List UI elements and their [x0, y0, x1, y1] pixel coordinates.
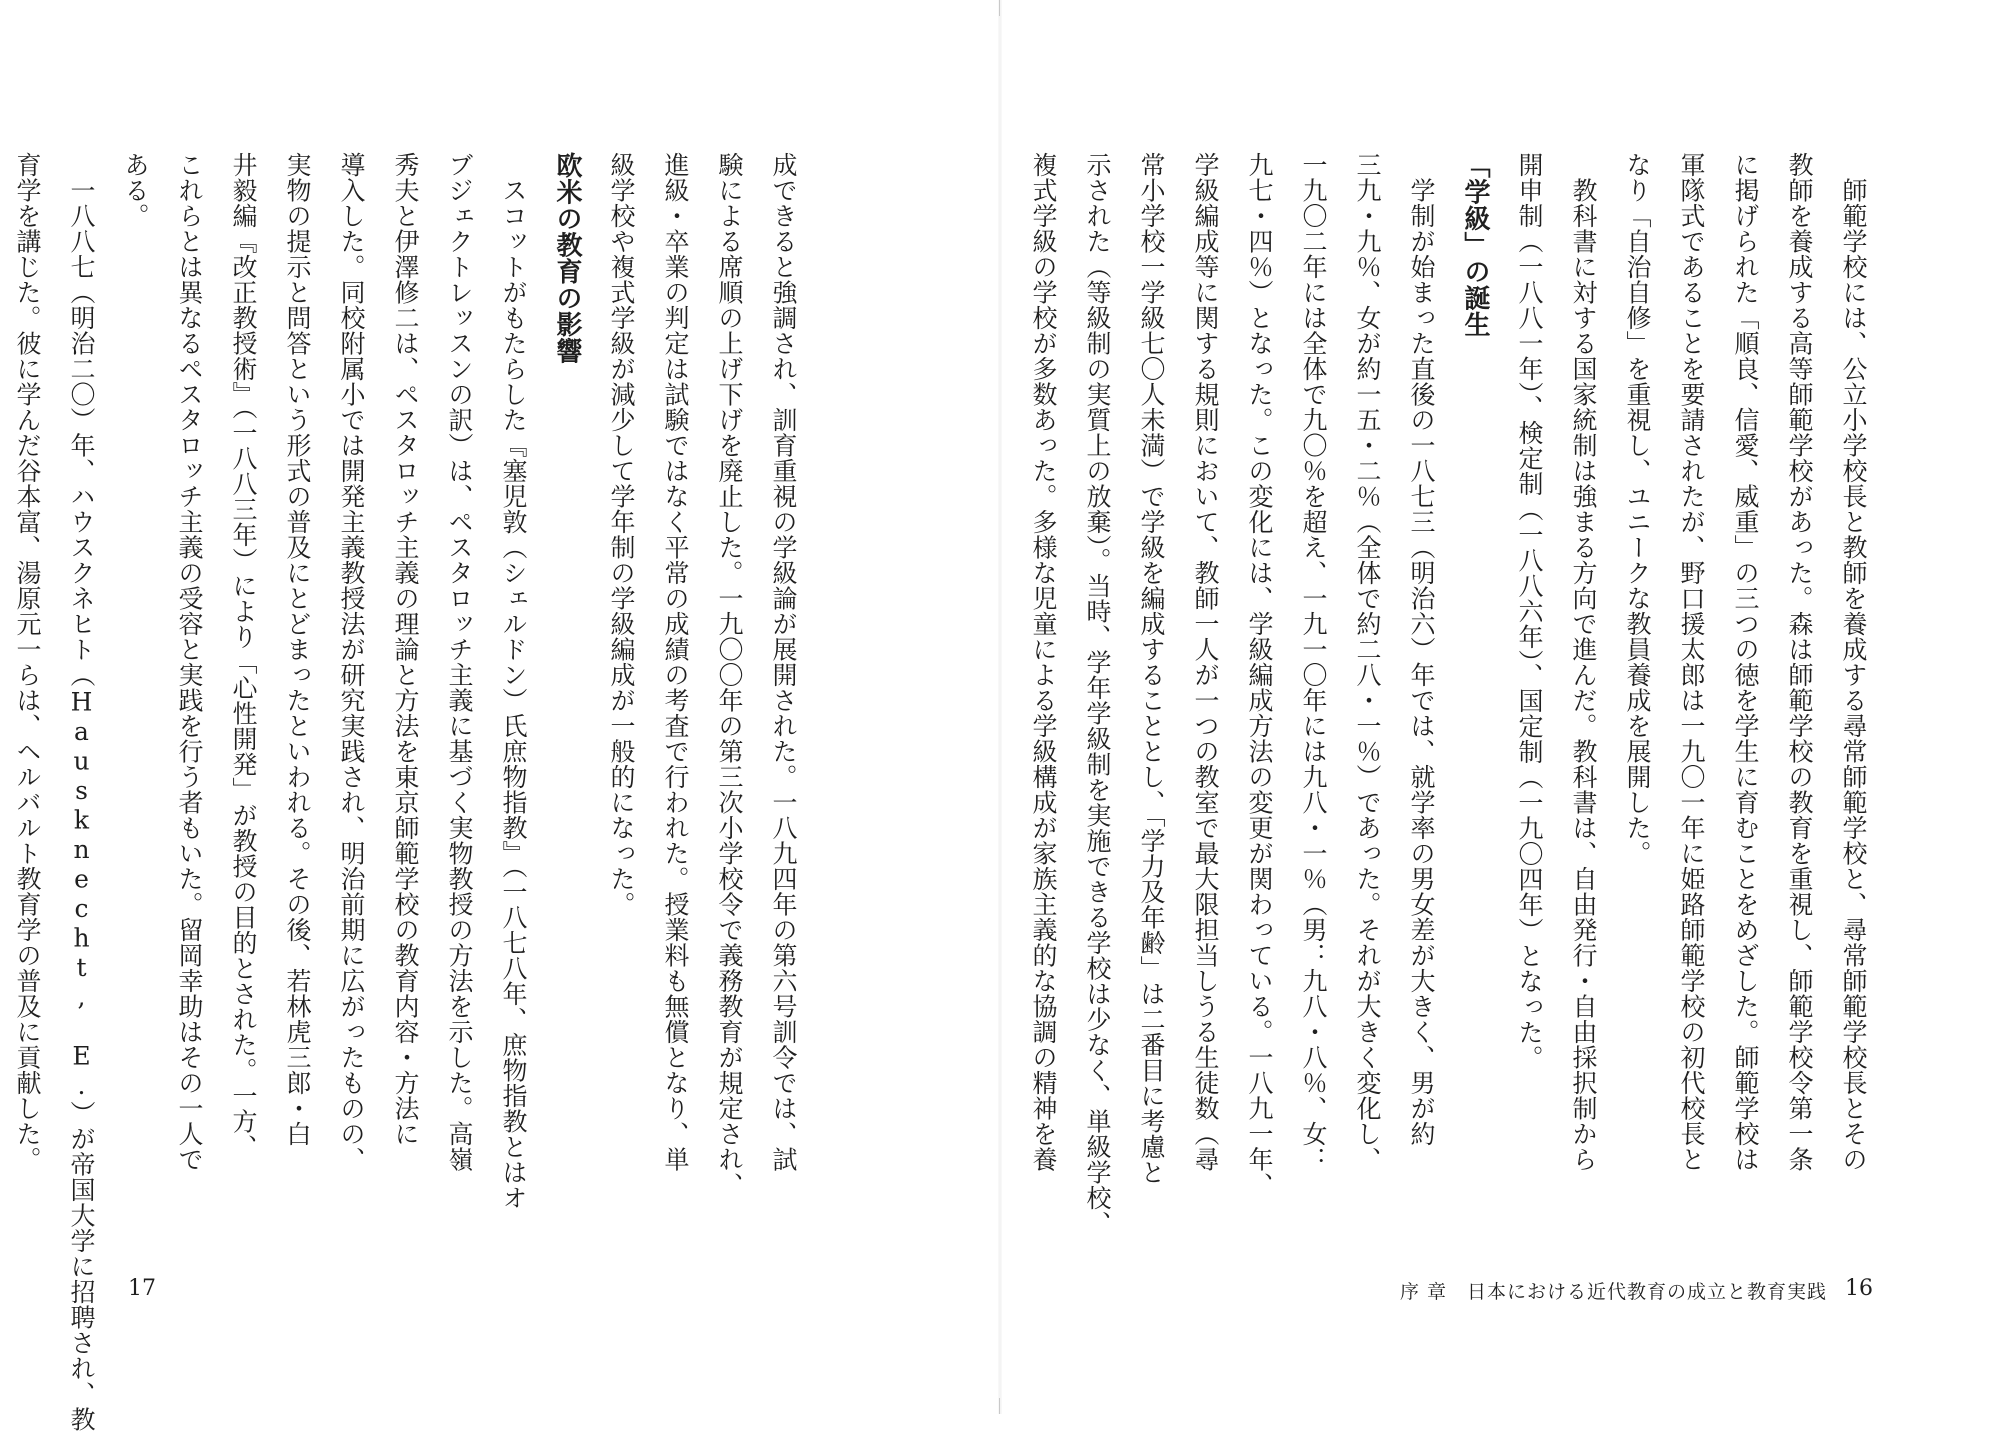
- text-line: 九七・四％）となった。この変化には、学級編成方法の変更が関わっている。一八九一年、: [1245, 152, 1274, 1198]
- text-line: 導入した。同校附属小では開発主義教授法が研究実践され、明治前期に広がったものの、: [337, 152, 366, 1172]
- text-line: 師範学校には、公立小学校長と教師を養成する尋常師範学校と、尋常師範学校長とその: [1839, 152, 1868, 1172]
- text-line: 教師を養成する高等師範学校があった。森は師範学校の教育を重視し、師範学校令第一条: [1785, 152, 1814, 1172]
- text-line: これらとは異なるペスタロッチ主義の受容と実践を行う者もいた。留岡幸助はその一人で: [175, 152, 204, 1172]
- right-page-text-column: [1029, 152, 1880, 1236]
- text-line: 実物の提示と問答という形式の普及にとどまったといわれる。その後、若林虎三郎・白: [283, 152, 312, 1147]
- right-page: [1000, 0, 2000, 1414]
- text-line: ある。: [121, 152, 150, 229]
- text-line: 一九〇二年には全体で九〇％を超え、一九一〇年には九八・一％（男：九八・八％、女：: [1299, 152, 1328, 1172]
- page-number-right: 16: [1845, 1276, 1873, 1301]
- text-line: 級学校や複式学級が減少して学年制の学級編成が一般的になった。: [607, 152, 636, 917]
- text-line: 育学を講じた。彼に学んだ谷本富、湯原元一らは、ヘルバルト教育学の普及に貢献した。: [13, 152, 42, 1172]
- text-line: 学制が始まった直後の一八七三（明治六）年では、就学率の男女差が大きく、男が約: [1407, 152, 1436, 1147]
- text-line: ブジェクトレッスンの訳）は、ペスタロッチ主義に基づく実物教授の方法を示した。高嶺: [445, 152, 474, 1172]
- text-line: 開申制（一八八一年）、検定制（一八八六年）、国定制（一九〇四年）となった。: [1515, 152, 1544, 1071]
- text-line: に掲げられた「順良、信愛、威重」の三つの徳を学生に育むことをめざした。師範学校は: [1731, 152, 1760, 1172]
- text-line: 複式学級の学校が多数あった。多様な児童による学級構成が家族主義的な協調の精神を養: [1029, 152, 1058, 1172]
- text-line: 三九・九％、女が約一五・二％（全体で約二八・一％）であった。それが大きく変化し、: [1353, 152, 1382, 1172]
- text-line: 成できると強調され、訓育重視の学級論が展開された。一八九四年の第六号訓令では、試: [769, 152, 798, 1172]
- page-number-left: 17: [128, 1276, 156, 1301]
- text-line: 験による席順の上げ下げを廃止した。一九〇〇年の第三次小学校令で義務教育が規定され、: [715, 152, 744, 1198]
- text-line: スコットがもたらした『塞児敦（シェルドン）氏庶物指教』（一八七八年、庶物指教とはオ: [499, 152, 528, 1211]
- text-line: 常小学校一学級七〇人未満）で学級を編成することとし、「学力及年齢」は二番目に考慮と: [1137, 152, 1166, 1185]
- text-line: 示された（等級制の実質上の放棄）。当時、学年学級制を実施できる学校は少なく、単級学校、: [1083, 152, 1112, 1236]
- text-line: 学級編成等に関する規則において、教師一人が一つの教室で最大限担当しうる生徒数（尋: [1191, 152, 1220, 1172]
- section-heading-western-influence: 欧米の教育の影響: [552, 152, 582, 364]
- text-line: なり「自治自修」を重視し、ユニークな教員養成を展開した。: [1623, 152, 1652, 866]
- running-head: 序 章 日本における近代教育の成立と教育実践: [1400, 1281, 1828, 1303]
- text-line: 井毅編『改正教授術』（一八八三年）により「心性開発」が教授の目的とされた。一方、: [229, 152, 258, 1160]
- text-line: 教科書に対する国家統制は強まる方向で進んだ。教科書は、自由発行・自由採択制から: [1569, 152, 1598, 1172]
- text-line: 進級・卒業の判定は試験ではなく平常の成績の考査で行われた。授業料も無償となり、単: [661, 152, 690, 1172]
- text-line: 軍隊式であることを要請されたが、野口援太郎は一九〇一年に姫路師範学校の初代校長と: [1677, 152, 1706, 1172]
- section-heading-birth-of-class: 「学級」の誕生: [1460, 152, 1490, 338]
- text-line: 秀夫と伊澤修二は、ペスタロッチ主義の理論と方法を東京師範学校の教育内容・方法に: [391, 152, 420, 1147]
- text-line: 一八八七（明治二〇）年、ハウスクネヒト（Hausknecht, E.）が帝国大学に招聘され、教: [67, 152, 96, 1432]
